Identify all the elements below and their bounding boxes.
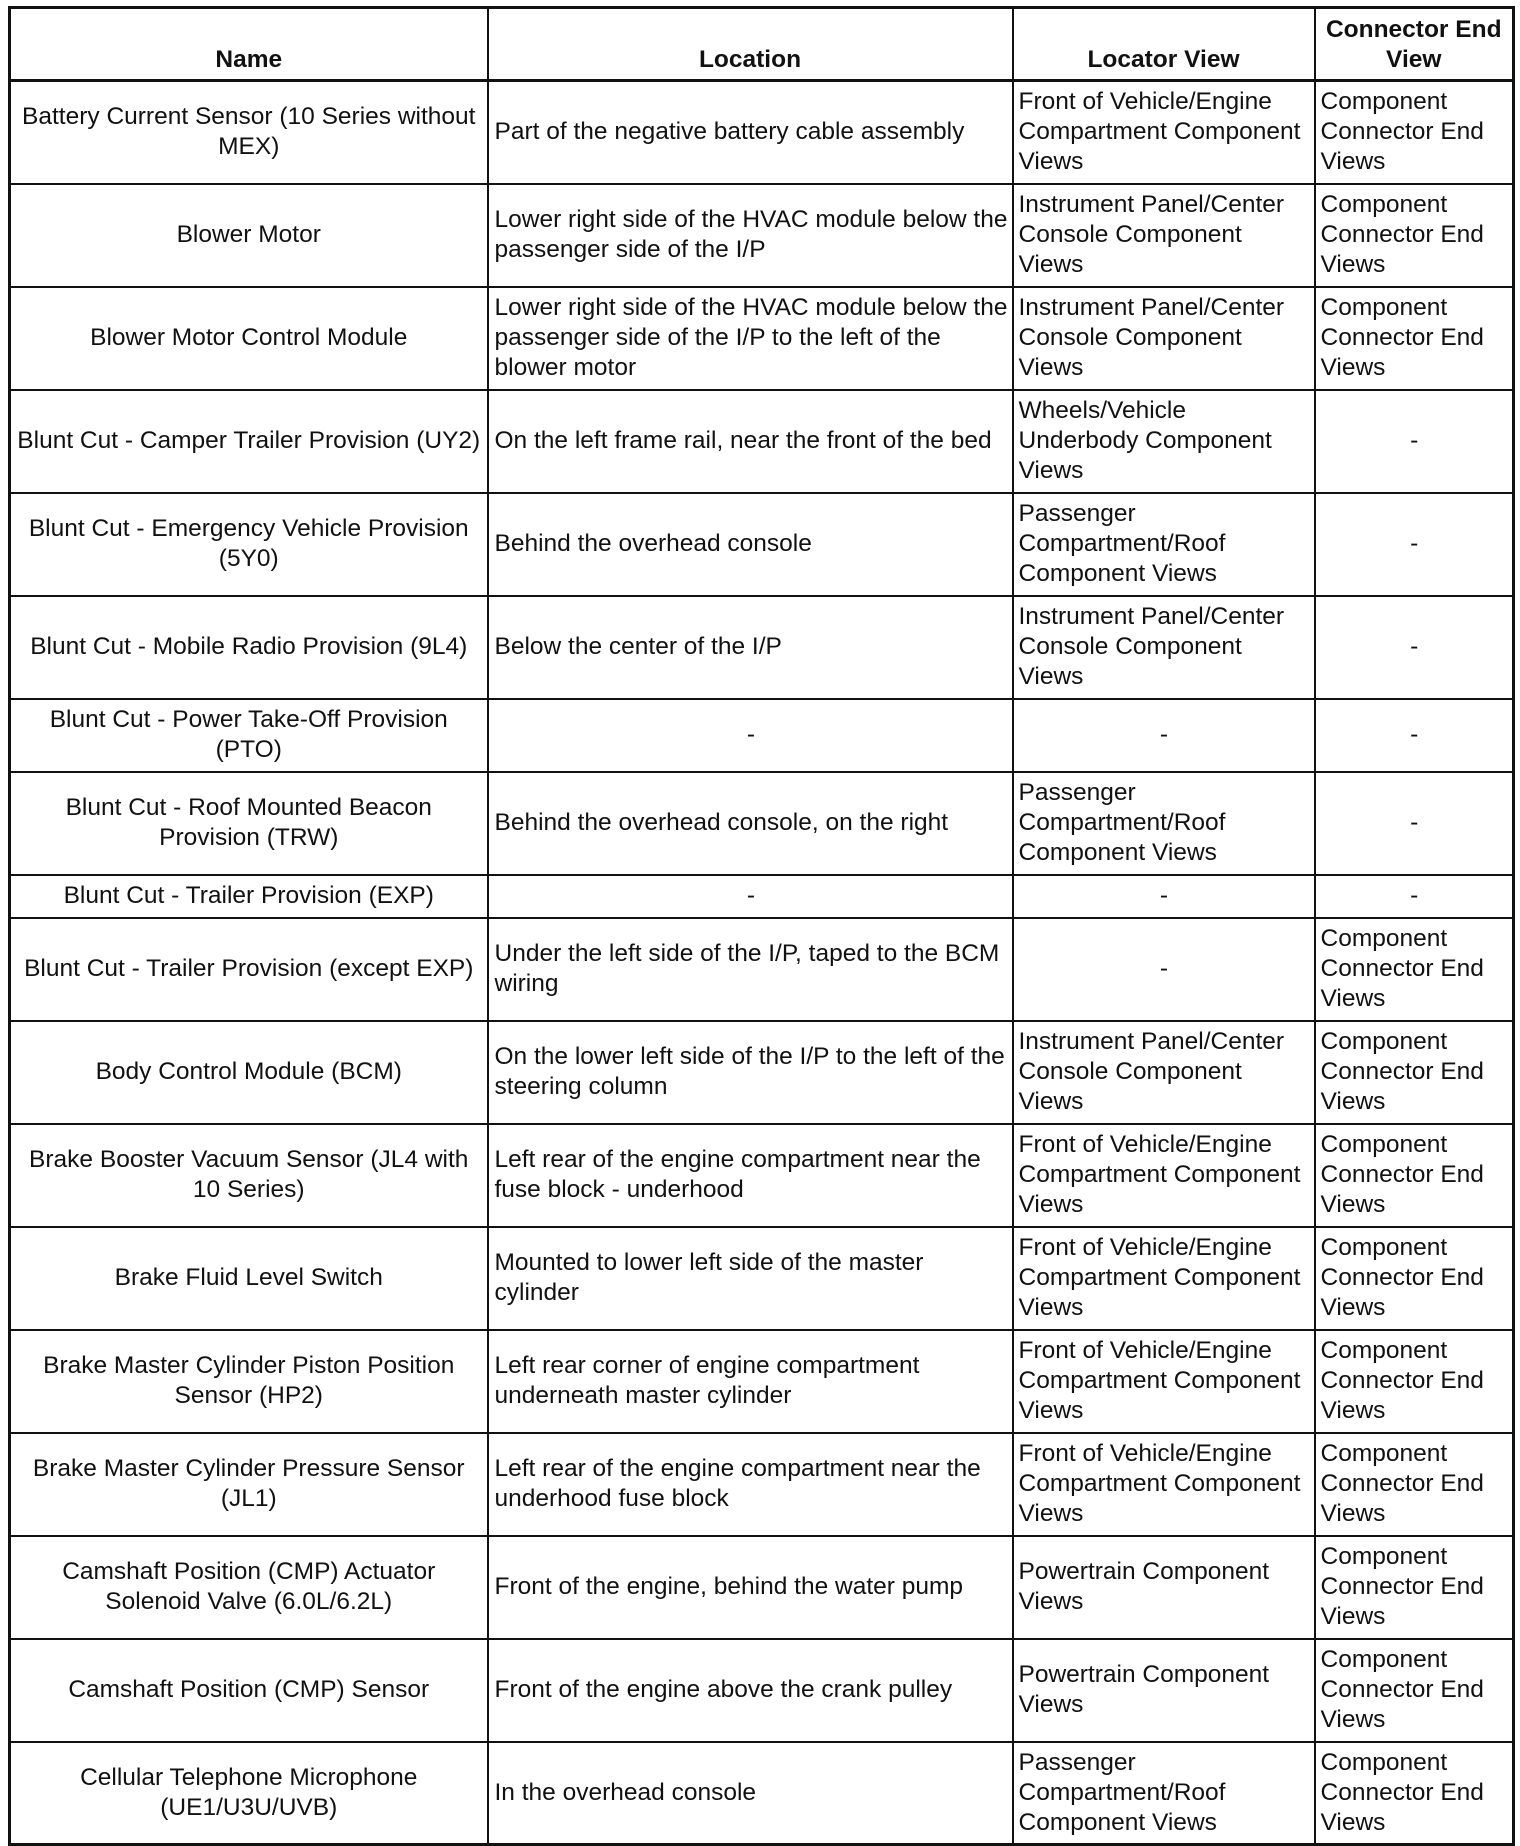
table-row [10, 1021, 1514, 1124]
table-row [10, 1639, 1514, 1742]
cell-name: Blunt Cut - Emergency Vehicle Provision (5Y0) [10, 493, 488, 596]
cell-connector-end-view: Component Connector End Views [1315, 1639, 1514, 1742]
cell-locator-view: Instrument Panel/Center Console Component Views [1013, 1021, 1315, 1124]
cell-locator-view: Wheels/Vehicle Underbody Component Views [1013, 390, 1315, 493]
cell-name: Camshaft Position (CMP) Sensor [10, 1639, 488, 1742]
cell-name: Brake Booster Vacuum Sensor (JL4 with 10 Series) [10, 1124, 488, 1227]
cell-locator-view: Front of Vehicle/Engine Compartment Component Views [1013, 1330, 1315, 1433]
cell-name: Body Control Module (BCM) [10, 1021, 488, 1124]
cell-locator-view: Passenger Compartment/Roof Component Views [1013, 493, 1315, 596]
cell-connector-end-view: Component Connector End Views [1315, 184, 1514, 287]
table-row [10, 1536, 1514, 1639]
cell-name: Blunt Cut - Trailer Provision (EXP) [10, 875, 488, 918]
cell-name: Brake Master Cylinder Pressure Sensor (JL1) [10, 1433, 488, 1536]
cell-locator-view: Front of Vehicle/Engine Compartment Component Views [1013, 1124, 1315, 1227]
cell-connector-end-view: - [1315, 875, 1514, 918]
cell-name: Brake Master Cylinder Piston Position Sensor (HP2) [10, 1330, 488, 1433]
table-row [10, 596, 1514, 699]
cell-location: - [488, 875, 1013, 918]
cell-locator-view: Powertrain Component Views [1013, 1536, 1315, 1639]
cell-locator-view: Front of Vehicle/Engine Compartment Component Views [1013, 1433, 1315, 1536]
cell-locator-view: Instrument Panel/Center Console Component Views [1013, 287, 1315, 390]
cell-locator-view: Passenger Compartment/Roof Component Views [1013, 1742, 1315, 1845]
cell-location: Behind the overhead console [488, 493, 1013, 596]
column-header-location: Location [488, 8, 1013, 81]
cell-name: Blower Motor [10, 184, 488, 287]
table-row [10, 1742, 1514, 1845]
table-row [10, 875, 1514, 918]
cell-connector-end-view: - [1315, 699, 1514, 772]
cell-locator-view: Instrument Panel/Center Console Component Views [1013, 596, 1315, 699]
table-row [10, 1433, 1514, 1536]
cell-connector-end-view: Component Connector End Views [1315, 287, 1514, 390]
cell-location: Front of the engine above the crank pulley [488, 1639, 1013, 1742]
table-row [10, 81, 1514, 184]
cell-location: Mounted to lower left side of the master cylinder [488, 1227, 1013, 1330]
cell-locator-view: - [1013, 875, 1315, 918]
cell-location: - [488, 699, 1013, 772]
cell-connector-end-view: Component Connector End Views [1315, 1536, 1514, 1639]
cell-name: Blunt Cut - Trailer Provision (except EXP) [10, 918, 488, 1021]
cell-name: Brake Fluid Level Switch [10, 1227, 488, 1330]
cell-connector-end-view: Component Connector End Views [1315, 1433, 1514, 1536]
cell-location: Left rear of the engine compartment near the underhood fuse block [488, 1433, 1013, 1536]
cell-connector-end-view: Component Connector End Views [1315, 1742, 1514, 1845]
cell-name: Camshaft Position (CMP) Actuator Solenoid Valve (6.0L/6.2L) [10, 1536, 488, 1639]
table-row [10, 699, 1514, 772]
cell-connector-end-view: Component Connector End Views [1315, 1227, 1514, 1330]
cell-locator-view: - [1013, 918, 1315, 1021]
cell-locator-view: - [1013, 699, 1315, 772]
cell-name: Blower Motor Control Module [10, 287, 488, 390]
cell-locator-view: Instrument Panel/Center Console Component Views [1013, 184, 1315, 287]
cell-name: Blunt Cut - Roof Mounted Beacon Provision (TRW) [10, 772, 488, 875]
cell-location: Below the center of the I/P [488, 596, 1013, 699]
cell-location: On the left frame rail, near the front of the bed [488, 390, 1013, 493]
cell-location: Lower right side of the HVAC module below the passenger side of the I/P to the left of the blower motor [488, 287, 1013, 390]
table-row [10, 1330, 1514, 1433]
cell-location: Left rear corner of engine compartment underneath master cylinder [488, 1330, 1013, 1433]
cell-location: Left rear of the engine compartment near the fuse block - underhood [488, 1124, 1013, 1227]
table-row [10, 1227, 1514, 1330]
column-header-connector-end-view: Connector End View [1315, 8, 1514, 81]
cell-location: Lower right side of the HVAC module below the passenger side of the I/P [488, 184, 1013, 287]
cell-location: Front of the engine, behind the water pump [488, 1536, 1013, 1639]
cell-connector-end-view: Component Connector End Views [1315, 1021, 1514, 1124]
table-row [10, 184, 1514, 287]
cell-connector-end-view: Component Connector End Views [1315, 81, 1514, 184]
component-locator-table [8, 6, 1515, 1846]
component-locator-sheet [8, 6, 1512, 1846]
cell-locator-view: Passenger Compartment/Roof Component Views [1013, 772, 1315, 875]
cell-connector-end-view: - [1315, 390, 1514, 493]
cell-connector-end-view: Component Connector End Views [1315, 1330, 1514, 1433]
table-row [10, 918, 1514, 1021]
cell-connector-end-view: - [1315, 493, 1514, 596]
table-row [10, 772, 1514, 875]
cell-name: Blunt Cut - Power Take-Off Provision (PTO) [10, 699, 488, 772]
column-header-name: Name [10, 8, 488, 81]
cell-locator-view: Powertrain Component Views [1013, 1639, 1315, 1742]
cell-connector-end-view: Component Connector End Views [1315, 1124, 1514, 1227]
cell-connector-end-view: - [1315, 596, 1514, 699]
cell-locator-view: Front of Vehicle/Engine Compartment Component Views [1013, 1227, 1315, 1330]
table-row [10, 1124, 1514, 1227]
table-row [10, 287, 1514, 390]
cell-name: Battery Current Sensor (10 Series without MEX) [10, 81, 488, 184]
cell-name: Blunt Cut - Camper Trailer Provision (UY2) [10, 390, 488, 493]
cell-name: Cellular Telephone Microphone (UE1/U3U/UVB) [10, 1742, 488, 1845]
cell-connector-end-view: - [1315, 772, 1514, 875]
cell-location: Part of the negative battery cable assembly [488, 81, 1013, 184]
table-row [10, 493, 1514, 596]
cell-location: Under the left side of the I/P, taped to the BCM wiring [488, 918, 1013, 1021]
cell-locator-view: Front of Vehicle/Engine Compartment Component Views [1013, 81, 1315, 184]
column-header-locator-view: Locator View [1013, 8, 1315, 81]
cell-location: On the lower left side of the I/P to the left of the steering column [488, 1021, 1013, 1124]
cell-location: In the overhead console [488, 1742, 1013, 1845]
cell-name: Blunt Cut - Mobile Radio Provision (9L4) [10, 596, 488, 699]
table-row [10, 390, 1514, 493]
cell-connector-end-view: Component Connector End Views [1315, 918, 1514, 1021]
table-header-row [10, 8, 1514, 81]
cell-location: Behind the overhead console, on the right [488, 772, 1013, 875]
